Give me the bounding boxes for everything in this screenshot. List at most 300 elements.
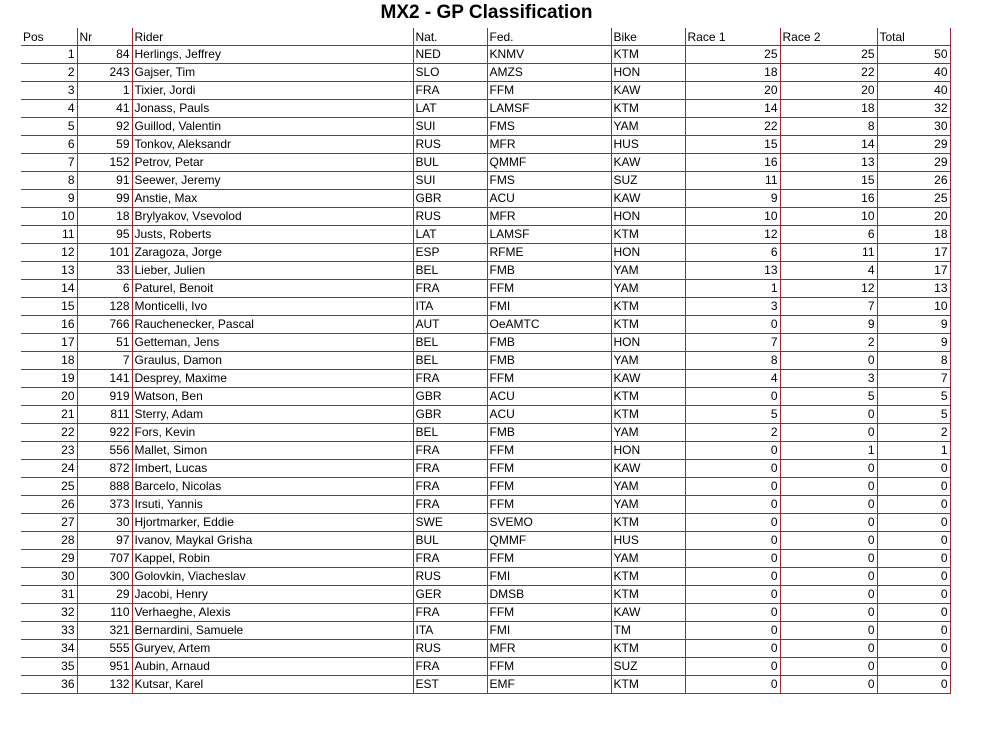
cell-race1: 0	[685, 460, 780, 478]
table-row	[21, 406, 950, 424]
cell-race1: 9	[685, 190, 780, 208]
cell-bike: KTM	[611, 46, 685, 64]
table-row	[21, 154, 950, 172]
cell-nat: FRA	[413, 82, 487, 100]
cell-race1: 22	[685, 118, 780, 136]
cell-race2: 0	[780, 604, 877, 622]
cell-nr: 41	[77, 100, 132, 118]
cell-bike: SUZ	[611, 172, 685, 190]
table-row	[21, 388, 950, 406]
cell-bike: KAW	[611, 370, 685, 388]
header-total: Total	[877, 28, 950, 46]
cell-bike: KAW	[611, 154, 685, 172]
cell-pos: 29	[21, 550, 77, 568]
cell-race1: 6	[685, 244, 780, 262]
cell-race2: 0	[780, 424, 877, 442]
cell-race1: 0	[685, 388, 780, 406]
cell-pos: 7	[21, 154, 77, 172]
table-row	[21, 136, 950, 154]
cell-bike: YAM	[611, 424, 685, 442]
cell-pos: 30	[21, 568, 77, 586]
cell-race2: 0	[780, 352, 877, 370]
cell-nr: 872	[77, 460, 132, 478]
cell-nat: ESP	[413, 244, 487, 262]
table-row	[21, 622, 950, 640]
cell-total: 13	[877, 280, 950, 298]
cell-bike: YAM	[611, 478, 685, 496]
cell-rider: Anstie, Max	[132, 190, 413, 208]
cell-race1: 8	[685, 352, 780, 370]
table-row	[21, 316, 950, 334]
cell-race2: 0	[780, 532, 877, 550]
cell-total: 0	[877, 460, 950, 478]
table-row	[21, 82, 950, 100]
cell-nat: FRA	[413, 604, 487, 622]
cell-pos: 12	[21, 244, 77, 262]
cell-race2: 0	[780, 676, 877, 694]
cell-rider: Kutsar, Karel	[132, 676, 413, 694]
cell-nr: 6	[77, 280, 132, 298]
cell-pos: 13	[21, 262, 77, 280]
header-fed: Fed.	[487, 28, 611, 46]
cell-nr: 59	[77, 136, 132, 154]
cell-fed: MFR	[487, 208, 611, 226]
table-row	[21, 586, 950, 604]
cell-bike: KTM	[611, 298, 685, 316]
cell-total: 8	[877, 352, 950, 370]
cell-fed: FFM	[487, 442, 611, 460]
cell-race2: 9	[780, 316, 877, 334]
cell-pos: 5	[21, 118, 77, 136]
cell-race2: 0	[780, 640, 877, 658]
cell-total: 7	[877, 370, 950, 388]
cell-nr: 97	[77, 532, 132, 550]
cell-race2: 22	[780, 64, 877, 82]
cell-nat: ITA	[413, 298, 487, 316]
cell-nr: 92	[77, 118, 132, 136]
cell-nat: RUS	[413, 136, 487, 154]
cell-total: 0	[877, 550, 950, 568]
table-row	[21, 226, 950, 244]
cell-nr: 29	[77, 586, 132, 604]
cell-nr: 300	[77, 568, 132, 586]
cell-pos: 16	[21, 316, 77, 334]
cell-nr: 1	[77, 82, 132, 100]
cell-nr: 91	[77, 172, 132, 190]
cell-rider: Sterry, Adam	[132, 406, 413, 424]
cell-rider: Desprey, Maxime	[132, 370, 413, 388]
cell-race1: 0	[685, 442, 780, 460]
cell-race2: 0	[780, 550, 877, 568]
cell-race2: 0	[780, 460, 877, 478]
cell-pos: 11	[21, 226, 77, 244]
cell-fed: LAMSF	[487, 226, 611, 244]
table-row	[21, 550, 950, 568]
cell-rider: Herlings, Jeffrey	[132, 46, 413, 64]
cell-fed: FMS	[487, 118, 611, 136]
cell-nat: RUS	[413, 640, 487, 658]
cell-fed: FFM	[487, 460, 611, 478]
cell-race2: 8	[780, 118, 877, 136]
cell-nr: 766	[77, 316, 132, 334]
table-row	[21, 370, 950, 388]
cell-bike: HON	[611, 244, 685, 262]
cell-nr: 141	[77, 370, 132, 388]
cell-total: 29	[877, 154, 950, 172]
cell-race2: 14	[780, 136, 877, 154]
cell-race1: 18	[685, 64, 780, 82]
cell-pos: 14	[21, 280, 77, 298]
cell-total: 32	[877, 100, 950, 118]
cell-race1: 0	[685, 316, 780, 334]
cell-race2: 0	[780, 622, 877, 640]
cell-total: 29	[877, 136, 950, 154]
table-row	[21, 46, 950, 64]
cell-bike: HON	[611, 64, 685, 82]
cell-pos: 9	[21, 190, 77, 208]
cell-nr: 132	[77, 676, 132, 694]
cell-fed: ACU	[487, 406, 611, 424]
cell-rider: Brylyakov, Vsevolod	[132, 208, 413, 226]
cell-race1: 13	[685, 262, 780, 280]
cell-pos: 21	[21, 406, 77, 424]
cell-race1: 25	[685, 46, 780, 64]
cell-total: 0	[877, 640, 950, 658]
page-title: MX2 - GP Classification	[380, 2, 593, 23]
cell-nr: 951	[77, 658, 132, 676]
header-rider: Rider	[132, 28, 413, 46]
table-row	[21, 262, 950, 280]
cell-nr: 110	[77, 604, 132, 622]
cell-nat: AUT	[413, 316, 487, 334]
cell-bike: YAM	[611, 262, 685, 280]
cell-fed: FMI	[487, 568, 611, 586]
cell-race2: 15	[780, 172, 877, 190]
cell-race1: 0	[685, 568, 780, 586]
table-row	[21, 64, 950, 82]
cell-pos: 17	[21, 334, 77, 352]
cell-nat: FRA	[413, 280, 487, 298]
cell-fed: FFM	[487, 496, 611, 514]
cell-total: 30	[877, 118, 950, 136]
cell-rider: Graulus, Damon	[132, 352, 413, 370]
cell-nr: 152	[77, 154, 132, 172]
cell-race1: 1	[685, 280, 780, 298]
table-row	[21, 424, 950, 442]
cell-race2: 13	[780, 154, 877, 172]
cell-rider: Verhaeghe, Alexis	[132, 604, 413, 622]
cell-bike: KAW	[611, 190, 685, 208]
cell-bike: KTM	[611, 226, 685, 244]
table-row	[21, 658, 950, 676]
table-body	[21, 46, 950, 694]
cell-race2: 20	[780, 82, 877, 100]
cell-rider: Monticelli, Ivo	[132, 298, 413, 316]
cell-fed: FMI	[487, 298, 611, 316]
cell-nat: BUL	[413, 154, 487, 172]
cell-total: 18	[877, 226, 950, 244]
cell-race1: 0	[685, 514, 780, 532]
table-row	[21, 604, 950, 622]
cell-race2: 0	[780, 586, 877, 604]
cell-rider: Barcelo, Nicolas	[132, 478, 413, 496]
cell-race1: 14	[685, 100, 780, 118]
cell-race2: 4	[780, 262, 877, 280]
cell-rider: Paturel, Benoit	[132, 280, 413, 298]
cell-nat: EST	[413, 676, 487, 694]
cell-race1: 15	[685, 136, 780, 154]
cell-total: 0	[877, 568, 950, 586]
cell-rider: Tonkov, Aleksandr	[132, 136, 413, 154]
cell-fed: FFM	[487, 82, 611, 100]
cell-race1: 0	[685, 550, 780, 568]
cell-total: 25	[877, 190, 950, 208]
cell-total: 0	[877, 478, 950, 496]
cell-nat: GER	[413, 586, 487, 604]
cell-nr: 101	[77, 244, 132, 262]
cell-bike: KTM	[611, 100, 685, 118]
cell-race2: 18	[780, 100, 877, 118]
cell-rider: Seewer, Jeremy	[132, 172, 413, 190]
cell-nat: NED	[413, 46, 487, 64]
cell-bike: KTM	[611, 388, 685, 406]
cell-total: 0	[877, 622, 950, 640]
cell-rider: Golovkin, Viacheslav	[132, 568, 413, 586]
cell-fed: FMB	[487, 262, 611, 280]
cell-total: 0	[877, 532, 950, 550]
cell-fed: SVEMO	[487, 514, 611, 532]
cell-pos: 33	[21, 622, 77, 640]
cell-total: 2	[877, 424, 950, 442]
cell-total: 0	[877, 676, 950, 694]
cell-race1: 0	[685, 604, 780, 622]
cell-rider: Aubin, Arnaud	[132, 658, 413, 676]
cell-fed: FFM	[487, 550, 611, 568]
table-row	[21, 280, 950, 298]
cell-race1: 7	[685, 334, 780, 352]
cell-race1: 0	[685, 658, 780, 676]
table-row	[21, 442, 950, 460]
cell-nat: FRA	[413, 478, 487, 496]
cell-fed: LAMSF	[487, 100, 611, 118]
cell-pos: 35	[21, 658, 77, 676]
cell-race2: 3	[780, 370, 877, 388]
cell-fed: EMF	[487, 676, 611, 694]
cell-bike: YAM	[611, 280, 685, 298]
cell-race2: 0	[780, 406, 877, 424]
table-row	[21, 460, 950, 478]
cell-total: 5	[877, 406, 950, 424]
table-row	[21, 172, 950, 190]
cell-total: 40	[877, 82, 950, 100]
cell-nr: 555	[77, 640, 132, 658]
cell-bike: KTM	[611, 640, 685, 658]
cell-bike: KAW	[611, 604, 685, 622]
cell-rider: Jonass, Pauls	[132, 100, 413, 118]
cell-rider: Jacobi, Henry	[132, 586, 413, 604]
cell-rider: Ivanov, Maykal Grisha	[132, 532, 413, 550]
cell-pos: 32	[21, 604, 77, 622]
cell-rider: Justs, Roberts	[132, 226, 413, 244]
cell-nat: GBR	[413, 190, 487, 208]
cell-rider: Hjortmarker, Eddie	[132, 514, 413, 532]
cell-nat: GBR	[413, 406, 487, 424]
header-bike: Bike	[611, 28, 685, 46]
cell-total: 17	[877, 244, 950, 262]
cell-nr: 51	[77, 334, 132, 352]
cell-race2: 0	[780, 496, 877, 514]
cell-bike: KTM	[611, 316, 685, 334]
cell-bike: KTM	[611, 676, 685, 694]
cell-bike: HON	[611, 208, 685, 226]
cell-nat: SUI	[413, 118, 487, 136]
cell-bike: KAW	[611, 460, 685, 478]
header-row	[21, 28, 950, 46]
cell-nr: 811	[77, 406, 132, 424]
cell-bike: HON	[611, 442, 685, 460]
cell-pos: 36	[21, 676, 77, 694]
cell-nat: BEL	[413, 352, 487, 370]
cell-race1: 0	[685, 640, 780, 658]
cell-nat: FRA	[413, 550, 487, 568]
cell-rider: Tixier, Jordi	[132, 82, 413, 100]
cell-pos: 18	[21, 352, 77, 370]
header-race2: Race 2	[780, 28, 877, 46]
cell-rider: Guillod, Valentin	[132, 118, 413, 136]
cell-fed: FFM	[487, 478, 611, 496]
cell-race1: 20	[685, 82, 780, 100]
cell-fed: OeAMTC	[487, 316, 611, 334]
cell-pos: 6	[21, 136, 77, 154]
cell-bike: HUS	[611, 532, 685, 550]
cell-nr: 919	[77, 388, 132, 406]
cell-race1: 0	[685, 478, 780, 496]
cell-bike: KAW	[611, 82, 685, 100]
cell-fed: FFM	[487, 280, 611, 298]
cell-race1: 12	[685, 226, 780, 244]
cell-nat: RUS	[413, 568, 487, 586]
cell-nat: FRA	[413, 460, 487, 478]
table-row	[21, 514, 950, 532]
cell-nat: FRA	[413, 496, 487, 514]
cell-pos: 10	[21, 208, 77, 226]
cell-nat: LAT	[413, 226, 487, 244]
cell-rider: Bernardini, Samuele	[132, 622, 413, 640]
cell-total: 0	[877, 514, 950, 532]
table-row	[21, 208, 950, 226]
cell-nat: FRA	[413, 658, 487, 676]
cell-fed: RFME	[487, 244, 611, 262]
cell-pos: 27	[21, 514, 77, 532]
cell-nr: 707	[77, 550, 132, 568]
cell-nr: 33	[77, 262, 132, 280]
cell-nr: 321	[77, 622, 132, 640]
cell-race2: 1	[780, 442, 877, 460]
cell-nat: BEL	[413, 262, 487, 280]
cell-fed: FMS	[487, 172, 611, 190]
cell-pos: 25	[21, 478, 77, 496]
cell-race1: 0	[685, 676, 780, 694]
cell-total: 9	[877, 334, 950, 352]
table-row	[21, 244, 950, 262]
cell-fed: MFR	[487, 640, 611, 658]
cell-race2: 25	[780, 46, 877, 64]
cell-total: 20	[877, 208, 950, 226]
cell-race1: 0	[685, 586, 780, 604]
cell-nr: 128	[77, 298, 132, 316]
cell-race1: 0	[685, 496, 780, 514]
cell-total: 0	[877, 658, 950, 676]
cell-race2: 5	[780, 388, 877, 406]
cell-nr: 556	[77, 442, 132, 460]
cell-pos: 22	[21, 424, 77, 442]
cell-nr: 95	[77, 226, 132, 244]
cell-bike: HON	[611, 334, 685, 352]
cell-race2: 0	[780, 568, 877, 586]
cell-pos: 19	[21, 370, 77, 388]
cell-nat: FRA	[413, 370, 487, 388]
cell-total: 17	[877, 262, 950, 280]
cell-rider: Kappel, Robin	[132, 550, 413, 568]
cell-race2: 11	[780, 244, 877, 262]
cell-rider: Getteman, Jens	[132, 334, 413, 352]
cell-nr: 99	[77, 190, 132, 208]
cell-race1: 10	[685, 208, 780, 226]
cell-fed: ACU	[487, 190, 611, 208]
cell-total: 0	[877, 496, 950, 514]
cell-pos: 23	[21, 442, 77, 460]
cell-rider: Rauchenecker, Pascal	[132, 316, 413, 334]
table-row	[21, 640, 950, 658]
cell-total: 9	[877, 316, 950, 334]
cell-pos: 4	[21, 100, 77, 118]
cell-rider: Fors, Kevin	[132, 424, 413, 442]
cell-pos: 2	[21, 64, 77, 82]
table-row	[21, 478, 950, 496]
cell-pos: 31	[21, 586, 77, 604]
cell-rider: Lieber, Julien	[132, 262, 413, 280]
cell-nr: 30	[77, 514, 132, 532]
cell-rider: Gajser, Tim	[132, 64, 413, 82]
cell-nat: ITA	[413, 622, 487, 640]
cell-total: 40	[877, 64, 950, 82]
cell-nat: BEL	[413, 424, 487, 442]
cell-rider: Zaragoza, Jorge	[132, 244, 413, 262]
cell-nr: 7	[77, 352, 132, 370]
cell-pos: 34	[21, 640, 77, 658]
table-row	[21, 334, 950, 352]
cell-fed: FFM	[487, 370, 611, 388]
cell-race1: 0	[685, 622, 780, 640]
cell-nr: 922	[77, 424, 132, 442]
cell-fed: FMB	[487, 352, 611, 370]
cell-pos: 3	[21, 82, 77, 100]
cell-rider: Mallet, Simon	[132, 442, 413, 460]
cell-race2: 2	[780, 334, 877, 352]
cell-fed: FMB	[487, 334, 611, 352]
cell-bike: TM	[611, 622, 685, 640]
cell-race2: 0	[780, 514, 877, 532]
table-row	[21, 352, 950, 370]
cell-race2: 12	[780, 280, 877, 298]
cell-nat: BUL	[413, 532, 487, 550]
header-pos: Pos	[21, 28, 77, 46]
cell-rider: Watson, Ben	[132, 388, 413, 406]
classification-table	[21, 28, 951, 694]
cell-bike: KTM	[611, 406, 685, 424]
table-row	[21, 532, 950, 550]
cell-fed: FMB	[487, 424, 611, 442]
